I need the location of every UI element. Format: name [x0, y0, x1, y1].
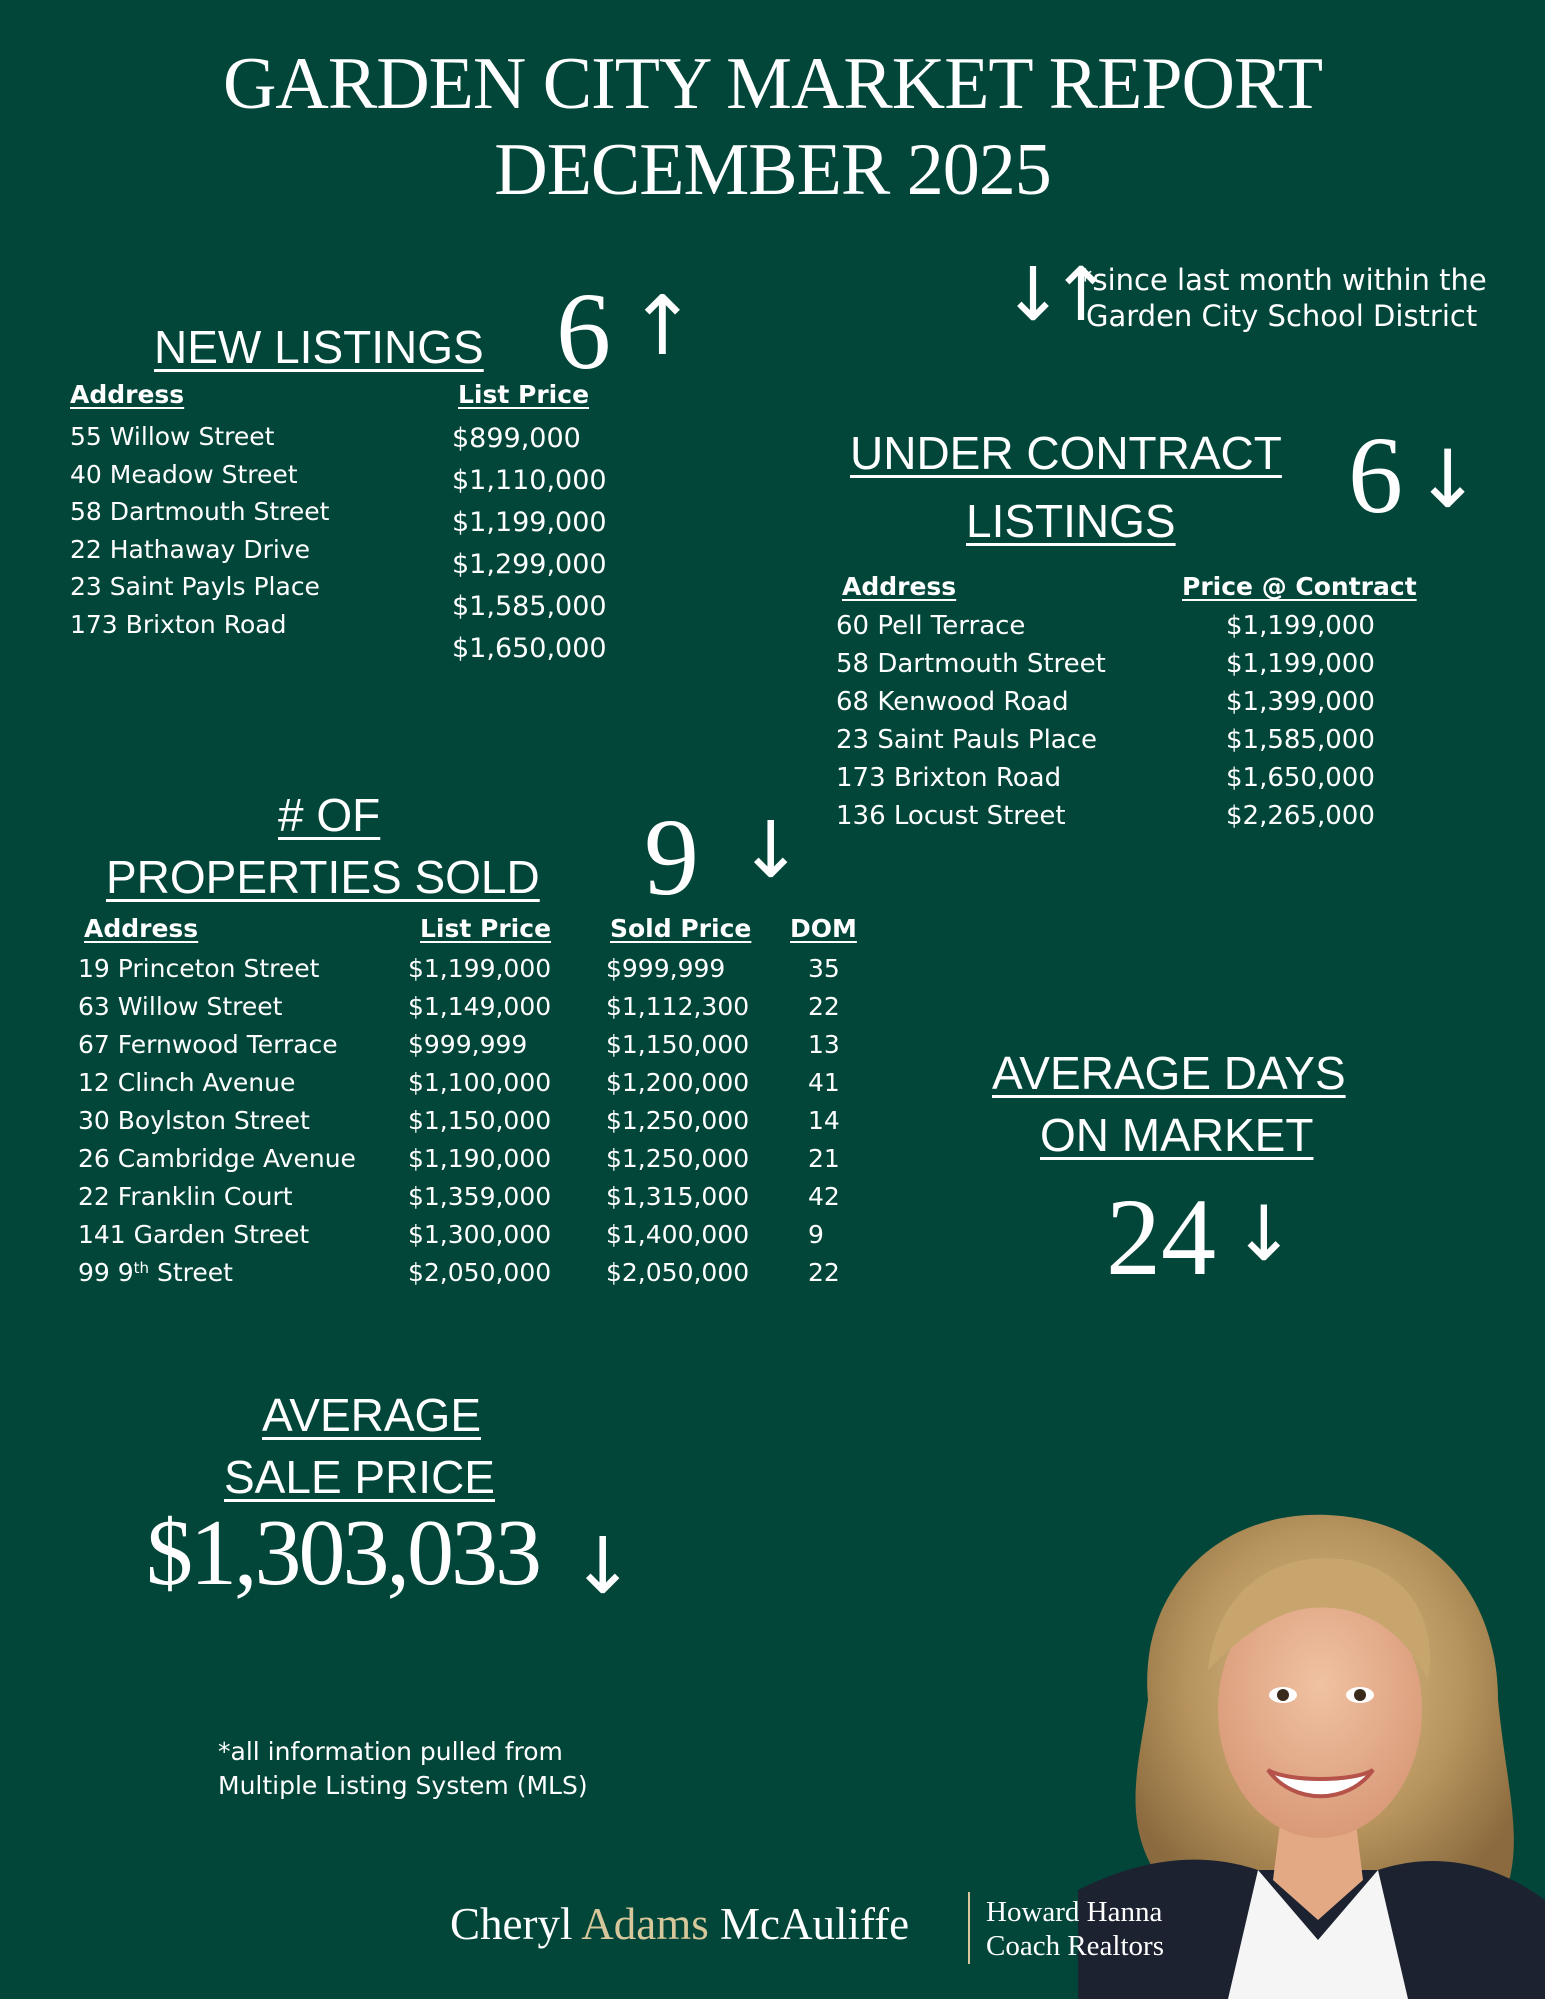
legend-note-line1: *since last month within the: [1078, 263, 1487, 297]
sold-dom: 22: [808, 992, 840, 1021]
agent-middle-name: Adams: [581, 1899, 709, 1949]
sold-sold-price: $1,150,000: [606, 1030, 750, 1059]
sold-col-address: Address: [84, 914, 199, 943]
under-contract-address-list: [836, 607, 1106, 835]
list-item: 40 Meadow Street: [70, 459, 298, 489]
sold-address: 30 Boylston Street: [78, 1106, 310, 1135]
list-item: 136 Locust Street: [836, 801, 1066, 831]
brokerage-line1: Howard Hanna: [986, 1896, 1163, 1928]
report-title-line1: GARDEN CITY MARKET REPORT: [222, 43, 1323, 125]
sold-col-list-price: List Price: [420, 914, 552, 943]
sold-address: 26 Cambridge Avenue: [78, 1144, 356, 1173]
sold-sold-price: $1,400,000: [606, 1220, 750, 1249]
brokerage-line2: Coach Realtors: [986, 1930, 1164, 1962]
agent-name: [450, 1898, 909, 1950]
list-item: $1,585,000: [452, 591, 607, 622]
new-listings-title: NEW LISTINGS: [154, 321, 484, 373]
sold-count: 9: [644, 796, 699, 918]
sold-sold-price: $1,112,300: [606, 992, 750, 1021]
report-title-line2: DECEMBER 2025: [494, 129, 1051, 211]
sold-dom: 13: [808, 1030, 840, 1059]
sold-sold-price: $2,050,000: [606, 1258, 750, 1287]
list-item: $1,650,000: [1226, 763, 1375, 793]
sold-address: 12 Clinch Avenue: [78, 1068, 296, 1097]
source-note-line2: Multiple Listing System (MLS): [218, 1771, 588, 1800]
list-item: $1,399,000: [1226, 687, 1375, 717]
new-listings-price-list: [452, 418, 607, 670]
sold-list-price: $1,190,000: [408, 1144, 552, 1173]
sold-col-dom: DOM: [790, 914, 857, 943]
list-item: 68 Kenwood Road: [836, 687, 1069, 717]
sold-dom: 9: [808, 1220, 824, 1249]
list-item: $899,000: [452, 423, 581, 454]
under-contract-title-line1: UNDER CONTRACT: [850, 427, 1282, 479]
footer-divider: [968, 1892, 970, 1964]
table-row: [78, 1216, 898, 1254]
sold-address: 19 Princeton Street: [78, 954, 320, 983]
sold-address: [78, 1254, 233, 1292]
sold-sold-price: $999,999: [606, 954, 726, 983]
new-listings-address-list: [70, 418, 329, 643]
new-listings-col-address: Address: [70, 380, 185, 409]
sold-col-sold-price: Sold Price: [610, 914, 752, 943]
list-item: 173 Brixton Road: [70, 609, 287, 639]
list-item: $1,585,000: [1226, 725, 1375, 755]
legend-note-line2: Garden City School District: [1086, 299, 1478, 333]
new-listings-col-price: List Price: [458, 380, 590, 409]
sold-address-ordinal: th: [133, 1259, 150, 1277]
legend-up-down-arrows-icon: ↓↑: [1002, 252, 1099, 338]
table-row: [78, 1178, 898, 1216]
list-item: 22 Hathaway Drive: [70, 534, 311, 564]
sold-dom: 41: [808, 1068, 840, 1097]
list-item: 60 Pell Terrace: [836, 611, 1026, 641]
table-row: [78, 1064, 898, 1102]
under-contract-count: 6: [1348, 414, 1403, 536]
sold-dom: 35: [808, 954, 840, 983]
list-item: $1,199,000: [452, 507, 607, 538]
sold-sold-price: $1,315,000: [606, 1182, 750, 1211]
new-listings-count: 6: [556, 270, 611, 392]
sold-dom: 22: [808, 1258, 840, 1287]
agent-last-name: McAuliffe: [708, 1899, 910, 1949]
avg-dom-value: 24: [1106, 1176, 1216, 1298]
list-item: 23 Saint Pauls Place: [836, 725, 1098, 755]
sold-down-arrow-icon: ↓: [738, 806, 804, 896]
sold-sold-price: $1,200,000: [606, 1068, 750, 1097]
list-item: $1,650,000: [452, 633, 607, 664]
avg-dom-title-line2: ON MARKET: [1040, 1109, 1314, 1161]
sold-address: 67 Fernwood Terrace: [78, 1030, 338, 1059]
sold-list-price: $1,199,000: [408, 954, 552, 983]
under-contract-col-price: Price @ Contract: [1182, 572, 1417, 601]
under-contract-title-line2: LISTINGS: [966, 495, 1176, 547]
list-item: 58 Dartmouth Street: [70, 497, 330, 526]
sold-list-price: $999,999: [408, 1030, 528, 1059]
list-item: $1,299,000: [452, 549, 607, 580]
table-row: [78, 1102, 898, 1140]
table-row: [78, 1026, 898, 1064]
avg-price-value: $1,303,033: [146, 1501, 539, 1605]
sold-address: 141 Garden Street: [78, 1220, 310, 1249]
avg-price-title-line2: SALE PRICE: [224, 1451, 495, 1503]
under-contract-down-arrow-icon: ↓: [1414, 433, 1482, 526]
list-item: $1,199,000: [1226, 649, 1375, 679]
sold-title-line1: # OF: [278, 789, 381, 841]
sold-address-number: 99 9: [78, 1258, 134, 1287]
new-listings-up-arrow-icon: ↑: [628, 279, 697, 374]
list-item: 55 Willow Street: [70, 422, 275, 451]
sold-list-price: $1,149,000: [408, 992, 552, 1021]
sold-list-price: $1,150,000: [408, 1106, 552, 1135]
list-item: 173 Brixton Road: [836, 763, 1062, 793]
sold-list-price: $1,359,000: [408, 1182, 552, 1211]
table-row: [78, 1140, 898, 1178]
source-note-line1: *all information pulled from: [218, 1737, 563, 1766]
table-row: [78, 988, 898, 1026]
agent-first-name: Cheryl: [450, 1899, 582, 1949]
sold-list-price: $2,050,000: [408, 1258, 552, 1287]
sold-address: 22 Franklin Court: [78, 1182, 293, 1211]
sold-table: [78, 950, 898, 1292]
table-row: [78, 950, 898, 988]
list-item: $1,199,000: [1226, 611, 1375, 641]
sold-dom: 14: [808, 1106, 840, 1135]
avg-price-title-line1: AVERAGE: [262, 1389, 481, 1441]
sold-address-suffix: Street: [149, 1258, 233, 1287]
table-row: [78, 1254, 898, 1292]
avg-dom-down-arrow-icon: ↓: [1232, 1189, 1296, 1278]
list-item: $1,110,000: [452, 465, 607, 496]
sold-list-price: $1,300,000: [408, 1220, 552, 1249]
list-item: $2,265,000: [1226, 801, 1375, 831]
sold-dom: 21: [808, 1144, 840, 1173]
sold-sold-price: $1,250,000: [606, 1144, 750, 1173]
avg-price-down-arrow-icon: ↓: [570, 1522, 636, 1612]
sold-dom: 42: [808, 1182, 840, 1211]
under-contract-price-list: [1226, 607, 1375, 835]
avg-dom-title-line1: AVERAGE DAYS: [992, 1047, 1346, 1099]
sold-sold-price: $1,250,000: [606, 1106, 750, 1135]
sold-address: 63 Willow Street: [78, 992, 283, 1021]
under-contract-col-address: Address: [842, 572, 957, 601]
list-item: 58 Dartmouth Street: [836, 649, 1106, 679]
sold-list-price: $1,100,000: [408, 1068, 552, 1097]
sold-title-line2: PROPERTIES SOLD: [106, 851, 540, 903]
list-item: 23 Saint Payls Place: [70, 572, 320, 601]
